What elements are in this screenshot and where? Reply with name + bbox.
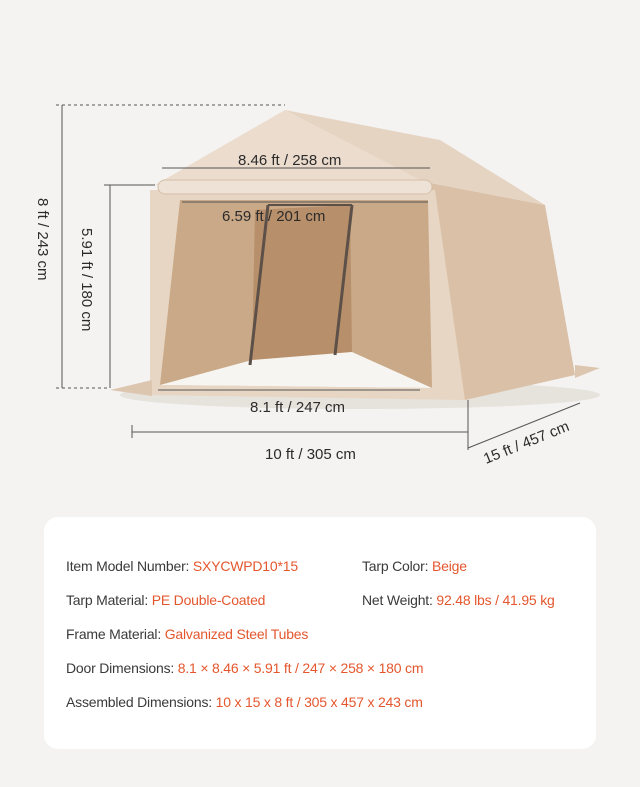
spec-net-weight — [362, 592, 555, 608]
spec-tarp-color — [362, 558, 467, 574]
spec-label: Frame Material: — [66, 626, 165, 642]
spec-value: 10 x 15 x 8 ft / 305 x 457 x 243 cm — [215, 694, 423, 710]
spec-value: PE Double-Coated — [151, 592, 266, 608]
depth-label: 15 ft / 457 cm — [481, 417, 572, 468]
spec-value: 8.1 × 8.46 × 5.91 ft / 247 × 258 × 180 cm — [177, 660, 424, 676]
door-bottom-width-label: 8.1 ft / 247 cm — [250, 399, 346, 416]
spec-label: Assembled Dimensions: — [66, 694, 216, 710]
spec-value: SXYCWPD10*15 — [192, 558, 298, 574]
front-width-label: 10 ft / 305 cm — [265, 446, 356, 463]
spec-door-dimensions — [66, 660, 423, 676]
spec-label: Tarp Material: — [66, 592, 152, 608]
spec-frame-material — [66, 626, 308, 642]
spec-label: Tarp Color: — [362, 558, 432, 574]
spec-label: Door Dimensions: — [66, 660, 178, 676]
spec-card — [44, 517, 596, 749]
roll-up-door — [158, 180, 432, 194]
spec-value: 92.48 lbs / 41.95 kg — [436, 592, 555, 608]
spec-value: Galvanized Steel Tubes — [164, 626, 309, 642]
door-height-label: 5.91 ft / 180 cm — [78, 228, 95, 332]
spec-assembled-dimensions — [66, 694, 423, 710]
spec-label: Net Weight: — [362, 592, 437, 608]
total-height-label: 8 ft / 243 cm — [34, 198, 51, 281]
spec-label: Item Model Number: — [66, 558, 193, 574]
tarp-flap — [575, 365, 600, 378]
roof-width-label: 8.46 ft / 258 cm — [238, 152, 342, 169]
spec-tarp-material — [66, 592, 265, 608]
spec-value: Beige — [431, 558, 467, 574]
door-top-width-label: 6.59 ft / 201 cm — [222, 208, 326, 225]
spec-model — [66, 558, 298, 574]
